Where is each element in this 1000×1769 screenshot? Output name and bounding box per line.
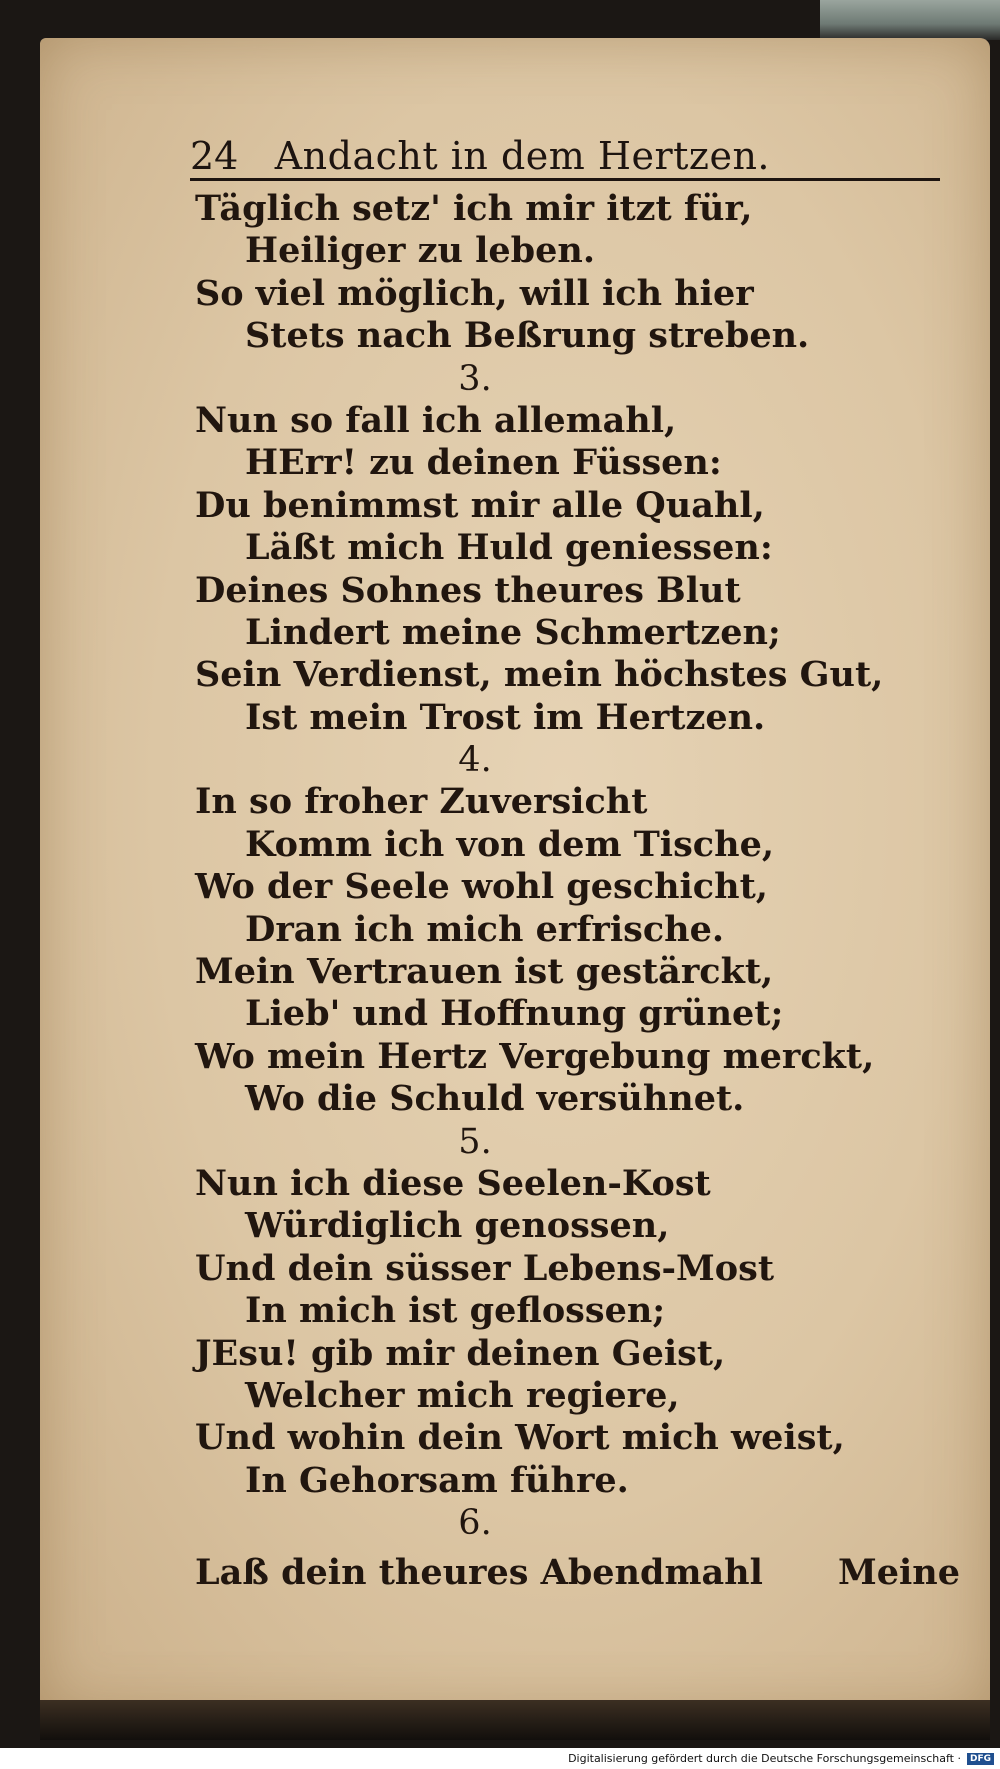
verse-body <box>195 188 955 1545</box>
catchword: Meine <box>837 1552 960 1593</box>
verse-line: Stets nach Beßrung streben. <box>245 315 810 357</box>
verse-line: In Gehorsam führe. <box>245 1459 629 1501</box>
verse-line: Nun so fall ich allemahl, <box>195 399 677 441</box>
verse-line: HErr! zu deinen Füssen: <box>245 442 722 484</box>
verse-line: Und wohin dein Wort mich weist, <box>195 1417 845 1459</box>
page-header <box>190 120 940 181</box>
verse-line: Komm ich von dem Tische, <box>245 823 775 865</box>
verse-line: So viel möglich, will ich hier <box>195 272 754 314</box>
stanza-number: 3. <box>458 358 492 399</box>
verse-line: Wo der Seele wohl geschicht, <box>195 866 768 908</box>
dfg-logo: DFG <box>967 1753 994 1765</box>
verse-line: Lieb' und Hoffnung grünet; <box>245 993 784 1035</box>
verse-line: Läßt mich Huld geniessen: <box>245 527 773 569</box>
stanza-number: 6. <box>458 1503 492 1544</box>
verse-line: Wo die Schuld versühnet. <box>245 1078 745 1120</box>
page-number: 24 <box>190 134 239 178</box>
verse-line: In so froher Zuversicht <box>195 781 648 823</box>
page-shadow <box>40 1700 990 1740</box>
running-title: Andacht in dem Hertzen. <box>274 134 770 178</box>
verse-line: Du benimmst mir alle Quahl, <box>195 484 765 526</box>
verse-line: Ist mein Trost im Hertzen. <box>245 696 766 738</box>
last-line-row <box>195 1552 960 1596</box>
verse-line: Täglich setz' ich mir itzt für, <box>195 188 753 229</box>
stanza-number: 5. <box>458 1121 492 1162</box>
verse-line: Mein Vertrauen ist gestärckt, <box>195 951 774 993</box>
footer-credit: Digitalisierung gefördert durch die Deutsche Forschungsgemeinschaft · <box>568 1752 961 1765</box>
verse-line: Nun ich diese Seelen-Kost <box>195 1162 711 1204</box>
book-cover-edge <box>820 0 1000 40</box>
verse-line: In mich ist geflossen; <box>245 1290 666 1332</box>
verse-line: Sein Verdienst, mein höchstes Gut, <box>195 654 884 696</box>
verse-line: Dran ich mich erfrische. <box>245 908 725 950</box>
verse-line: Welcher mich regiere, <box>245 1374 680 1416</box>
verse-line: Laß dein theures Abendmahl <box>195 1552 763 1593</box>
verse-line: Heiliger zu leben. <box>245 230 596 272</box>
footer-bar <box>0 1748 1000 1769</box>
verse-line: Deines Sohnes theures Blut <box>195 569 741 611</box>
verse-line: Lindert meine Schmertzen; <box>245 611 781 653</box>
verse-line: Wo mein Hertz Vergebung merckt, <box>195 1035 875 1077</box>
verse-line: JEsu! gib mir deinen Geist, <box>195 1332 726 1374</box>
verse-line: Würdiglich genossen, <box>245 1205 670 1247</box>
stanza-number: 4. <box>458 740 492 781</box>
verse-line: Und dein süsser Lebens-Most <box>195 1247 775 1289</box>
